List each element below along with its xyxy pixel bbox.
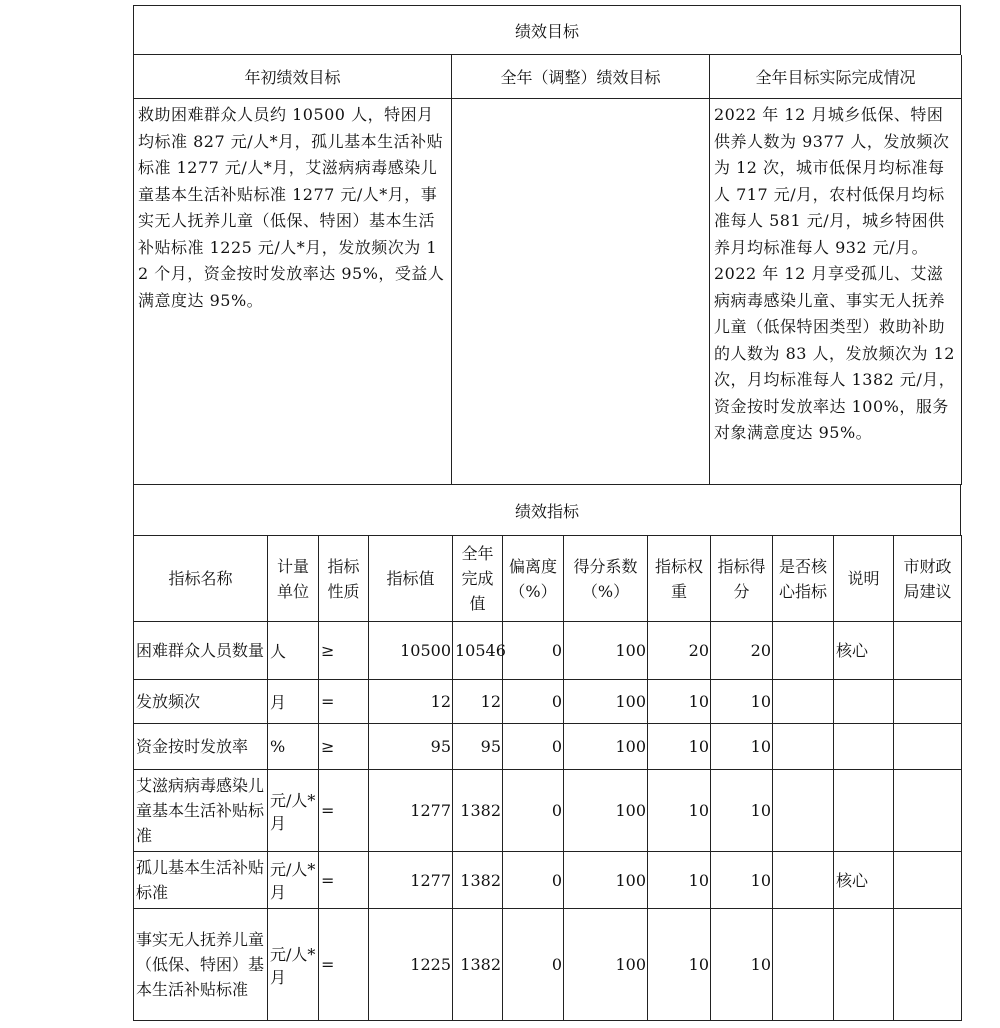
col-header-target: 指标值 [369,536,453,622]
cell-name: 孤儿基本生活补贴标准 [134,852,268,909]
col-header-name: 指标名称 [134,536,268,622]
cell-score: 20 [711,622,773,680]
cell-score: 10 [711,852,773,909]
cell-core [773,724,834,770]
cell-weight: 20 [648,622,711,680]
cell-weight: 10 [648,852,711,909]
cell-target: 10500 [369,622,453,680]
cell-target: 95 [369,724,453,770]
indicators-header-row [134,536,962,622]
cell-target: 1225 [369,909,453,1021]
goals-table [133,55,961,485]
cell-note: 核心 [834,852,894,909]
cell-core [773,622,834,680]
cell-deviation: 0 [503,909,564,1021]
cell-weight: 10 [648,680,711,724]
cell-deviation: 0 [503,680,564,724]
col-header-nature: 指标性质 [319,536,369,622]
cell-coef: 100 [564,909,648,1021]
cell-target: 12 [369,680,453,724]
col-header-advice: 市财政局建议 [894,536,962,622]
cell-actual: 95 [453,724,503,770]
cell-note: 核心 [834,622,894,680]
cell-nature: = [319,770,369,852]
cell-name: 资金按时发放率 [134,724,268,770]
cell-note [834,770,894,852]
cell-nature: ≥ [319,622,369,680]
cell-score: 10 [711,770,773,852]
cell-coef: 100 [564,724,648,770]
cell-unit: 月 [268,680,319,724]
cell-core [773,680,834,724]
cell-unit: 人 [268,622,319,680]
cell-core [773,909,834,1021]
cell-actual: 10546 [453,622,503,680]
cell-nature: = [319,852,369,909]
cell-core [773,852,834,909]
cell-actual: 12 [453,680,503,724]
cell-target: 1277 [369,852,453,909]
goals-header-adjusted: 全年（调整）绩效目标 [452,55,710,99]
table-row [134,622,962,680]
col-header-weight: 指标权重 [648,536,711,622]
goals-header-initial: 年初绩效目标 [134,55,452,99]
cell-name: 困难群众人员数量 [134,622,268,680]
cell-advice [894,622,962,680]
table-row [134,770,962,852]
goals-header-actual: 全年目标实际完成情况 [710,55,962,99]
cell-score: 10 [711,909,773,1021]
cell-actual: 1382 [453,770,503,852]
cell-coef: 100 [564,680,648,724]
cell-note [834,680,894,724]
col-header-note: 说明 [834,536,894,622]
section-title-indicators: 绩效指标 [133,485,961,535]
cell-deviation: 0 [503,622,564,680]
cell-advice [894,680,962,724]
cell-name: 发放频次 [134,680,268,724]
goals-actual-text [710,99,962,485]
col-header-coef: 得分系数（%） [564,536,648,622]
col-header-deviation: 偏离度（%） [503,536,564,622]
indicators-table [133,535,962,1021]
cell-nature: = [319,680,369,724]
goals-actual-paragraph-1: 2022 年 12 月城乡低保、特困供养人数为 9377 人，发放频次为 12 次，城市低保月均标准每人 717 元/月，农村低保月均标准每人 581 元/月，城乡特困供养月均标准每人 932 元/月。 [714,105,950,257]
col-header-actual: 全年完成值 [453,536,503,622]
cell-deviation: 0 [503,852,564,909]
cell-unit: 元/人*月 [268,770,319,852]
goals-adjusted-text [452,99,710,485]
cell-advice [894,770,962,852]
cell-nature: = [319,909,369,1021]
col-header-core: 是否核心指标 [773,536,834,622]
cell-advice [894,724,962,770]
cell-note [834,909,894,1021]
cell-advice [894,852,962,909]
goals-initial-text: 救助困难群众人员约 10500 人，特困月均标准 827 元/人*月，孤儿基本生活补贴标准 1277 元/人*月，艾滋病病毒感染儿童基本生活补贴标准 1277 元/人*月，事实无人抚养儿童（低保、特困）基本生活补贴标准 1225 元/人*月，发放频次为 12 个月，资金按时发放率达 95%，受益人满意度达 95%。 [134,99,452,485]
cell-weight: 10 [648,770,711,852]
performance-form [133,5,961,1021]
cell-unit: % [268,724,319,770]
cell-coef: 100 [564,852,648,909]
col-header-score: 指标得分 [711,536,773,622]
cell-target: 1277 [369,770,453,852]
table-row [134,909,962,1021]
table-row [134,680,962,724]
cell-coef: 100 [564,770,648,852]
cell-nature: ≥ [319,724,369,770]
cell-deviation: 0 [503,724,564,770]
cell-score: 10 [711,724,773,770]
cell-note [834,724,894,770]
cell-unit: 元/人*月 [268,909,319,1021]
cell-name: 艾滋病病毒感染儿童基本生活补贴标准 [134,770,268,852]
col-header-unit: 计量单位 [268,536,319,622]
cell-advice [894,909,962,1021]
cell-unit: 元/人*月 [268,852,319,909]
cell-weight: 10 [648,909,711,1021]
section-title-goals: 绩效目标 [133,5,961,55]
cell-weight: 10 [648,724,711,770]
goals-actual-paragraph-2: 2022 年 12 月享受孤儿、艾滋病病毒感染儿童、事实无人抚养儿童（低保特困类型）救助补助的人数为 83 人，发放频次为 12 次，月均标准每人 1382 元/月，资金按时发放率达 100%，服务对象满意度达 95%。 [714,264,956,442]
table-row [134,724,962,770]
table-row [134,852,962,909]
cell-coef: 100 [564,622,648,680]
cell-deviation: 0 [503,770,564,852]
cell-actual: 1382 [453,909,503,1021]
cell-score: 10 [711,680,773,724]
cell-actual: 1382 [453,852,503,909]
cell-core [773,770,834,852]
cell-name: 事实无人抚养儿童（低保、特困）基本生活补贴标准 [134,909,268,1021]
